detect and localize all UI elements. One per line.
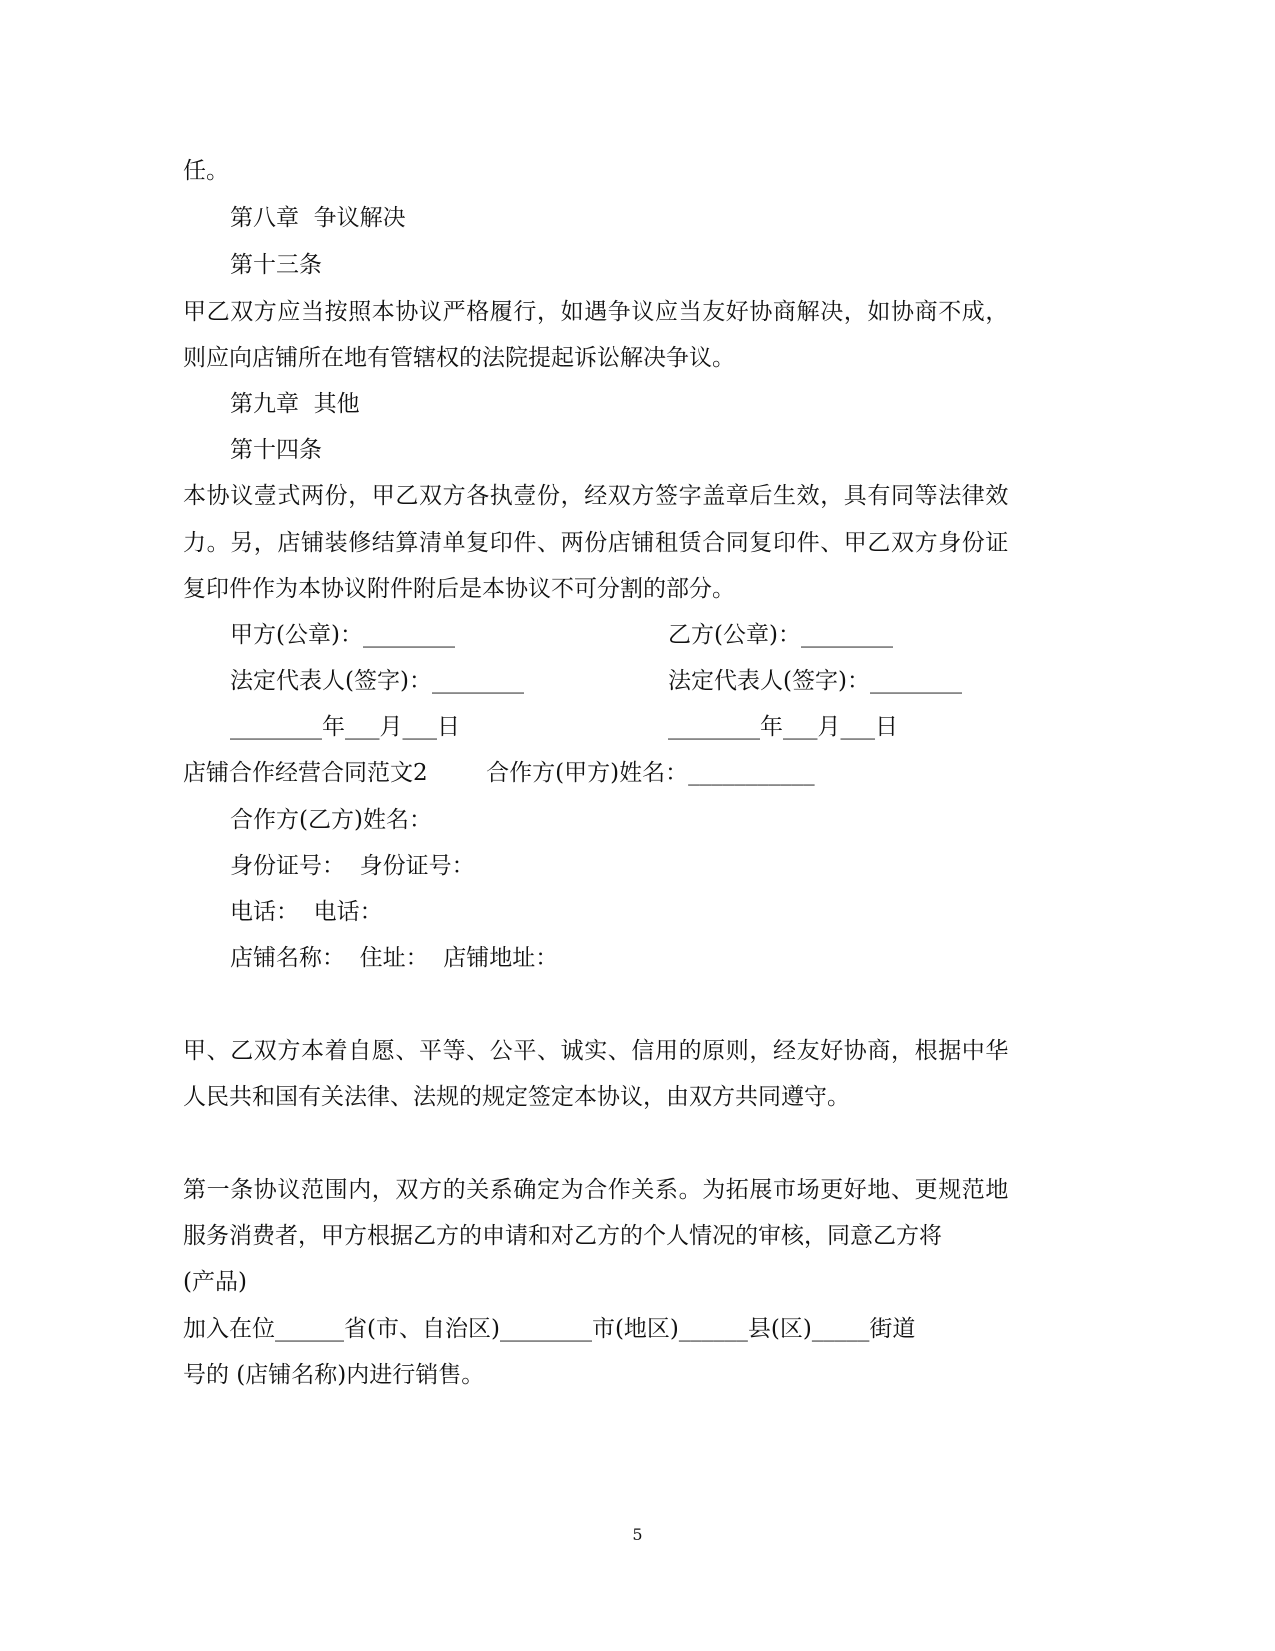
contract-title-line: 店铺合作经营合同范文2 合作方(甲方)姓名：___________ — [183, 760, 815, 786]
location-fill-line: 加入在位______省(市、自治区)________市(地区)______县(区)_____街道 — [183, 1316, 916, 1342]
text-line: 甲乙双方应当按照本协议严格履行，如遇争议应当友好协商解决，如协商不成， — [183, 299, 1009, 325]
text-line: 本协议壹式两份，甲乙双方各执壹份，经双方签字盖章后生效，具有同等法律效 — [183, 483, 1009, 509]
chapter-heading: 第九章 其他 — [230, 391, 360, 417]
text-line: 任。 — [183, 158, 229, 184]
text-line: 力。另，店铺装修结算清单复印件、两份店铺租赁合同复印件、甲乙双方身份证 — [183, 530, 1009, 556]
address-fields: 店铺名称： 住址： 店铺地址： — [230, 945, 559, 971]
article-heading: 第十三条 — [230, 252, 322, 278]
text-line: 服务消费者，甲方根据乙方的申请和对乙方的个人情况的审核，同意乙方将 — [183, 1223, 942, 1249]
party-a-date-field: ________年___月___日 — [230, 714, 460, 740]
party-b-seal-field: 乙方(公章)：________ — [668, 622, 893, 648]
page-number: 5 — [632, 1525, 643, 1544]
party-a-representative-field: 法定代表人(签字)：________ — [230, 668, 524, 694]
party-b-name-field: 合作方(乙方)姓名： — [230, 807, 432, 833]
text-line: 甲、乙双方本着自愿、平等、公平、诚实、信用的原则，经友好协商，根据中华 — [183, 1038, 1009, 1064]
text-line: (产品) — [183, 1269, 247, 1295]
id-number-fields: 身份证号： 身份证号： — [230, 853, 475, 879]
chapter-heading: 第八章 争议解决 — [230, 205, 406, 231]
text-line: 复印件作为本协议附件附后是本协议不可分割的部分。 — [183, 576, 735, 602]
party-b-representative-field: 法定代表人(签字)：________ — [668, 668, 962, 694]
article-heading: 第十四条 — [230, 437, 322, 463]
phone-fields: 电话： 电话： — [230, 899, 383, 925]
text-line: 则应向店铺所在地有管辖权的法院提起诉讼解决争议。 — [183, 345, 735, 371]
party-b-date-field: ________年___月___日 — [668, 714, 898, 740]
text-line: 人民共和国有关法律、法规的规定签定本协议，由双方共同遵守。 — [183, 1084, 850, 1110]
text-line: 号的 (店铺名称)内进行销售。 — [183, 1362, 485, 1388]
text-line: 第一条协议范围内，双方的关系确定为合作关系。为拓展市场更好地、更规范地 — [183, 1177, 1009, 1203]
party-a-seal-field: 甲方(公章)：________ — [230, 622, 455, 648]
